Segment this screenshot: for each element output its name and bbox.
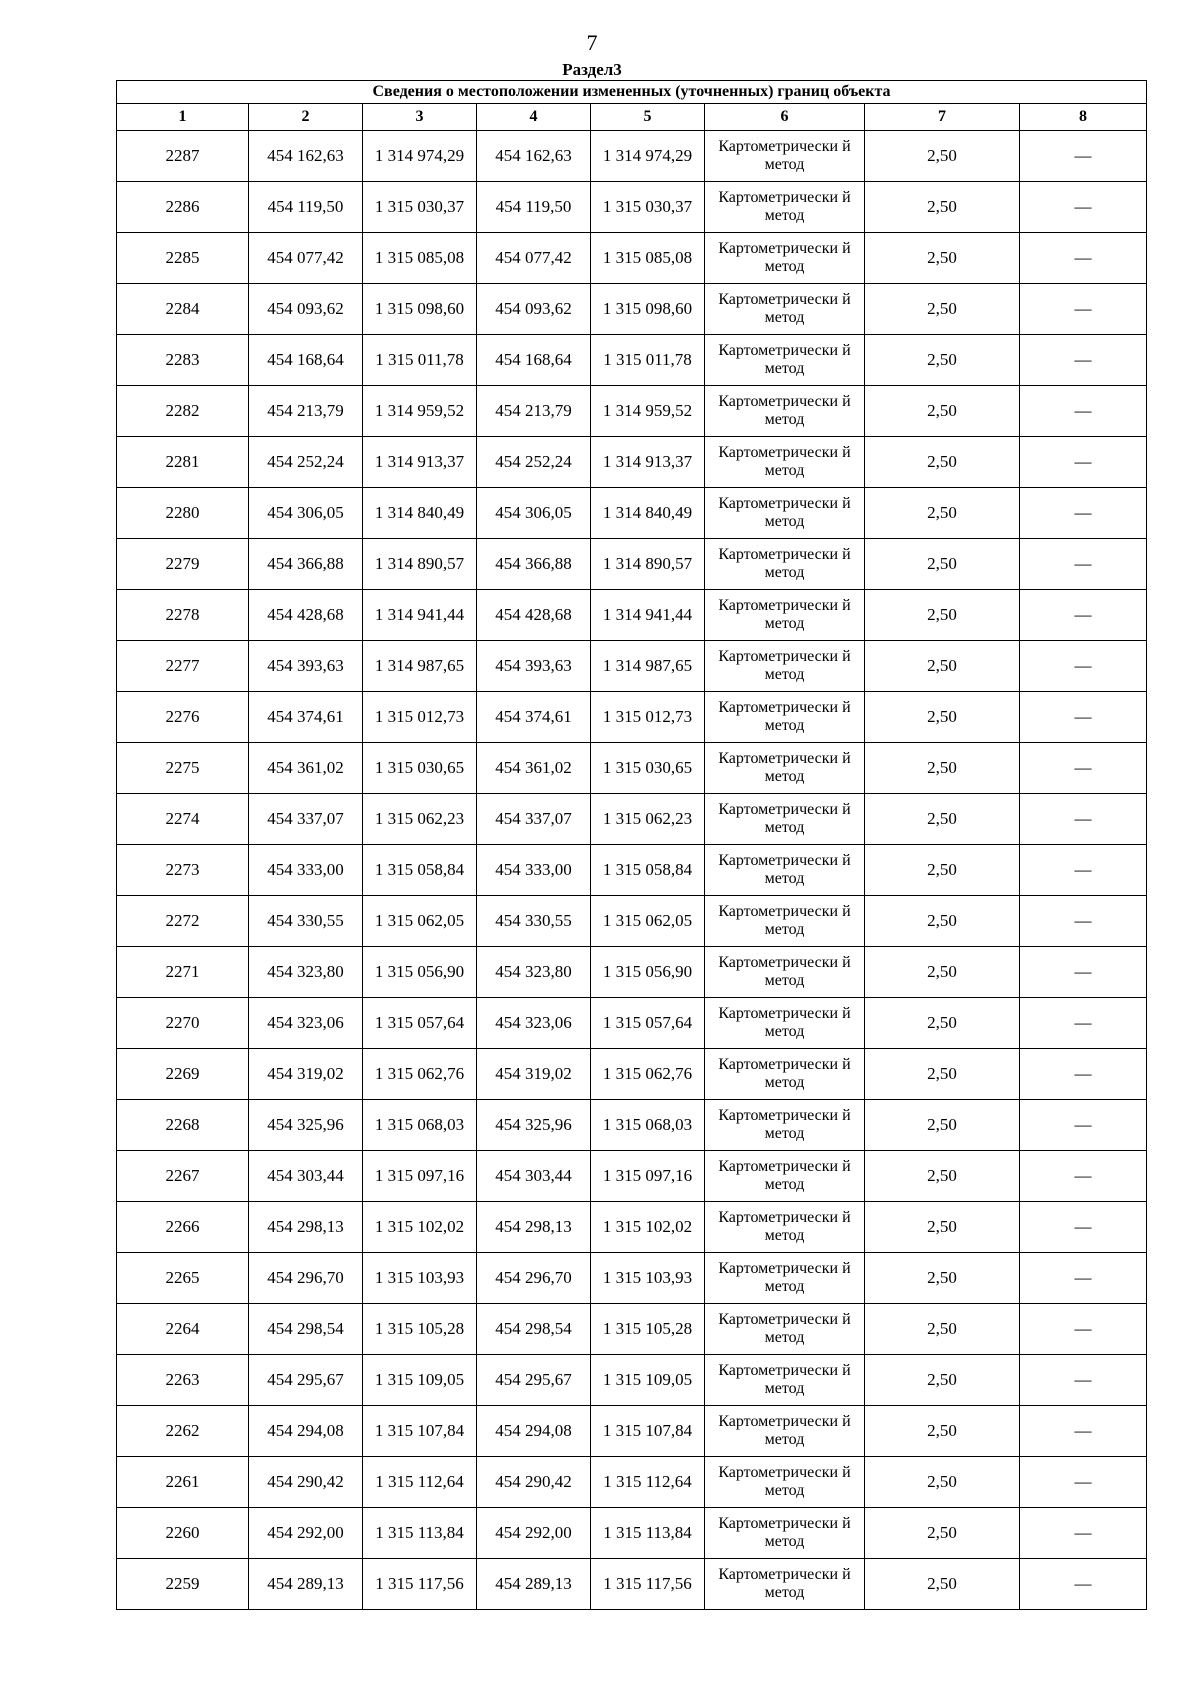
accuracy-cell: 2,50 [865, 284, 1020, 335]
x-coordinate-old-cell: 454 428,68 [249, 590, 363, 641]
y-coordinate-old-cell: 1 315 112,64 [363, 1457, 477, 1508]
table-row [117, 1457, 1147, 1508]
table-row [117, 1253, 1147, 1304]
boundary-coordinates-table [116, 80, 1147, 1610]
table-row [117, 539, 1147, 590]
y-coordinate-old-cell: 1 315 109,05 [363, 1355, 477, 1406]
accuracy-cell: 2,50 [865, 488, 1020, 539]
point-number-cell: 2280 [117, 488, 249, 539]
x-coordinate-new-cell: 454 361,02 [477, 743, 591, 794]
x-coordinate-old-cell: 454 290,42 [249, 1457, 363, 1508]
point-number-cell: 2267 [117, 1151, 249, 1202]
x-coordinate-old-cell: 454 374,61 [249, 692, 363, 743]
point-number-cell: 2261 [117, 1457, 249, 1508]
note-cell: — [1020, 1508, 1147, 1559]
note-cell: — [1020, 1355, 1147, 1406]
table-row [117, 488, 1147, 539]
note-cell: — [1020, 182, 1147, 233]
note-cell: — [1020, 845, 1147, 896]
x-coordinate-new-cell: 454 294,08 [477, 1406, 591, 1457]
x-coordinate-old-cell: 454 325,96 [249, 1100, 363, 1151]
y-coordinate-old-cell: 1 315 097,16 [363, 1151, 477, 1202]
x-coordinate-old-cell: 454 361,02 [249, 743, 363, 794]
point-number-cell: 2263 [117, 1355, 249, 1406]
note-cell: — [1020, 284, 1147, 335]
x-coordinate-new-cell: 454 319,02 [477, 1049, 591, 1100]
x-coordinate-old-cell: 454 289,13 [249, 1559, 363, 1610]
x-coordinate-old-cell: 454 162,63 [249, 131, 363, 182]
accuracy-cell: 2,50 [865, 641, 1020, 692]
x-coordinate-old-cell: 454 323,80 [249, 947, 363, 998]
x-coordinate-new-cell: 454 323,80 [477, 947, 591, 998]
y-coordinate-old-cell: 1 315 107,84 [363, 1406, 477, 1457]
x-coordinate-old-cell: 454 319,02 [249, 1049, 363, 1100]
determination-method-cell: Картометрически й метод [705, 335, 865, 386]
x-coordinate-new-cell: 454 330,55 [477, 896, 591, 947]
y-coordinate-old-cell: 1 315 068,03 [363, 1100, 477, 1151]
table-row [117, 182, 1147, 233]
x-coordinate-old-cell: 454 303,44 [249, 1151, 363, 1202]
x-coordinate-new-cell: 454 290,42 [477, 1457, 591, 1508]
determination-method-cell: Картометрически й метод [705, 1508, 865, 1559]
x-coordinate-new-cell: 454 295,67 [477, 1355, 591, 1406]
table-row [117, 1355, 1147, 1406]
accuracy-cell: 2,50 [865, 1151, 1020, 1202]
y-coordinate-old-cell: 1 315 062,23 [363, 794, 477, 845]
boundary-table-container [116, 80, 1147, 1610]
x-coordinate-new-cell: 454 252,24 [477, 437, 591, 488]
y-coordinate-new-cell: 1 315 062,23 [591, 794, 705, 845]
accuracy-cell: 2,50 [865, 590, 1020, 641]
y-coordinate-old-cell: 1 315 058,84 [363, 845, 477, 896]
accuracy-cell: 2,50 [865, 743, 1020, 794]
y-coordinate-new-cell: 1 315 056,90 [591, 947, 705, 998]
y-coordinate-old-cell: 1 314 941,44 [363, 590, 477, 641]
y-coordinate-new-cell: 1 315 030,65 [591, 743, 705, 794]
accuracy-cell: 2,50 [865, 233, 1020, 284]
table-row [117, 284, 1147, 335]
point-number-cell: 2278 [117, 590, 249, 641]
determination-method-cell: Картометрически й метод [705, 641, 865, 692]
point-number-cell: 2279 [117, 539, 249, 590]
determination-method-cell: Картометрически й метод [705, 182, 865, 233]
note-cell: — [1020, 1253, 1147, 1304]
note-cell: — [1020, 1559, 1147, 1610]
note-cell: — [1020, 1100, 1147, 1151]
accuracy-cell: 2,50 [865, 1457, 1020, 1508]
y-coordinate-new-cell: 1 315 117,56 [591, 1559, 705, 1610]
point-number-cell: 2285 [117, 233, 249, 284]
note-cell: — [1020, 1406, 1147, 1457]
x-coordinate-new-cell: 454 289,13 [477, 1559, 591, 1610]
point-number-cell: 2262 [117, 1406, 249, 1457]
x-coordinate-old-cell: 454 093,62 [249, 284, 363, 335]
point-number-cell: 2265 [117, 1253, 249, 1304]
point-number-cell: 2264 [117, 1304, 249, 1355]
y-coordinate-new-cell: 1 315 012,73 [591, 692, 705, 743]
x-coordinate-old-cell: 454 295,67 [249, 1355, 363, 1406]
note-cell: — [1020, 386, 1147, 437]
x-coordinate-old-cell: 454 294,08 [249, 1406, 363, 1457]
note-cell: — [1020, 233, 1147, 284]
column-number-3: 3 [363, 104, 477, 131]
x-coordinate-new-cell: 454 393,63 [477, 641, 591, 692]
y-coordinate-old-cell: 1 315 011,78 [363, 335, 477, 386]
accuracy-cell: 2,50 [865, 437, 1020, 488]
determination-method-cell: Картометрически й метод [705, 1049, 865, 1100]
point-number-cell: 2276 [117, 692, 249, 743]
table-row [117, 1151, 1147, 1202]
table-row [117, 1559, 1147, 1610]
y-coordinate-old-cell: 1 315 113,84 [363, 1508, 477, 1559]
y-coordinate-old-cell: 1 315 062,76 [363, 1049, 477, 1100]
y-coordinate-new-cell: 1 315 068,03 [591, 1100, 705, 1151]
determination-method-cell: Картометрически й метод [705, 284, 865, 335]
column-number-6: 6 [705, 104, 865, 131]
x-coordinate-old-cell: 454 296,70 [249, 1253, 363, 1304]
accuracy-cell: 2,50 [865, 131, 1020, 182]
table-row [117, 590, 1147, 641]
y-coordinate-new-cell: 1 314 959,52 [591, 386, 705, 437]
point-number-cell: 2260 [117, 1508, 249, 1559]
x-coordinate-old-cell: 454 298,13 [249, 1202, 363, 1253]
column-number-8: 8 [1020, 104, 1147, 131]
y-coordinate-new-cell: 1 314 974,29 [591, 131, 705, 182]
column-number-5: 5 [591, 104, 705, 131]
determination-method-cell: Картометрически й метод [705, 1355, 865, 1406]
y-coordinate-new-cell: 1 315 109,05 [591, 1355, 705, 1406]
point-number-cell: 2287 [117, 131, 249, 182]
y-coordinate-old-cell: 1 315 105,28 [363, 1304, 477, 1355]
determination-method-cell: Картометрически й метод [705, 488, 865, 539]
y-coordinate-old-cell: 1 315 102,02 [363, 1202, 477, 1253]
y-coordinate-new-cell: 1 314 987,65 [591, 641, 705, 692]
table-row [117, 743, 1147, 794]
y-coordinate-new-cell: 1 315 058,84 [591, 845, 705, 896]
x-coordinate-new-cell: 454 306,05 [477, 488, 591, 539]
y-coordinate-new-cell: 1 315 103,93 [591, 1253, 705, 1304]
x-coordinate-new-cell: 454 093,62 [477, 284, 591, 335]
table-row [117, 947, 1147, 998]
accuracy-cell: 2,50 [865, 539, 1020, 590]
point-number-cell: 2271 [117, 947, 249, 998]
column-number-1: 1 [117, 104, 249, 131]
y-coordinate-new-cell: 1 315 030,37 [591, 182, 705, 233]
determination-method-cell: Картометрически й метод [705, 1253, 865, 1304]
determination-method-cell: Картометрически й метод [705, 1559, 865, 1610]
x-coordinate-new-cell: 454 428,68 [477, 590, 591, 641]
note-cell: — [1020, 1151, 1147, 1202]
x-coordinate-new-cell: 454 168,64 [477, 335, 591, 386]
x-coordinate-new-cell: 454 213,79 [477, 386, 591, 437]
y-coordinate-new-cell: 1 314 913,37 [591, 437, 705, 488]
note-cell: — [1020, 1457, 1147, 1508]
x-coordinate-old-cell: 454 252,24 [249, 437, 363, 488]
y-coordinate-new-cell: 1 315 062,76 [591, 1049, 705, 1100]
note-cell: — [1020, 437, 1147, 488]
table-row [117, 1049, 1147, 1100]
point-number-cell: 2259 [117, 1559, 249, 1610]
y-coordinate-new-cell: 1 315 098,60 [591, 284, 705, 335]
y-coordinate-new-cell: 1 315 011,78 [591, 335, 705, 386]
determination-method-cell: Картометрически й метод [705, 437, 865, 488]
accuracy-cell: 2,50 [865, 1253, 1020, 1304]
point-number-cell: 2268 [117, 1100, 249, 1151]
x-coordinate-old-cell: 454 393,63 [249, 641, 363, 692]
column-number-row [117, 104, 1147, 131]
point-number-cell: 2269 [117, 1049, 249, 1100]
note-cell: — [1020, 998, 1147, 1049]
point-number-cell: 2286 [117, 182, 249, 233]
y-coordinate-old-cell: 1 315 117,56 [363, 1559, 477, 1610]
y-coordinate-new-cell: 1 315 112,64 [591, 1457, 705, 1508]
y-coordinate-old-cell: 1 315 030,37 [363, 182, 477, 233]
y-coordinate-new-cell: 1 315 097,16 [591, 1151, 705, 1202]
y-coordinate-old-cell: 1 315 098,60 [363, 284, 477, 335]
determination-method-cell: Картометрически й метод [705, 1304, 865, 1355]
y-coordinate-old-cell: 1 315 056,90 [363, 947, 477, 998]
x-coordinate-new-cell: 454 298,13 [477, 1202, 591, 1253]
note-cell: — [1020, 794, 1147, 845]
x-coordinate-new-cell: 454 303,44 [477, 1151, 591, 1202]
x-coordinate-old-cell: 454 330,55 [249, 896, 363, 947]
note-cell: — [1020, 692, 1147, 743]
table-row [117, 692, 1147, 743]
point-number-cell: 2283 [117, 335, 249, 386]
note-cell: — [1020, 335, 1147, 386]
y-coordinate-new-cell: 1 315 113,84 [591, 1508, 705, 1559]
note-cell: — [1020, 539, 1147, 590]
y-coordinate-new-cell: 1 315 102,02 [591, 1202, 705, 1253]
accuracy-cell: 2,50 [865, 1508, 1020, 1559]
note-cell: — [1020, 947, 1147, 998]
x-coordinate-old-cell: 454 298,54 [249, 1304, 363, 1355]
y-coordinate-old-cell: 1 315 057,64 [363, 998, 477, 1049]
accuracy-cell: 2,50 [865, 1304, 1020, 1355]
table-row [117, 794, 1147, 845]
y-coordinate-new-cell: 1 315 107,84 [591, 1406, 705, 1457]
x-coordinate-new-cell: 454 162,63 [477, 131, 591, 182]
x-coordinate-old-cell: 454 119,50 [249, 182, 363, 233]
x-coordinate-old-cell: 454 323,06 [249, 998, 363, 1049]
determination-method-cell: Картометрически й метод [705, 590, 865, 641]
accuracy-cell: 2,50 [865, 845, 1020, 896]
determination-method-cell: Картометрически й метод [705, 998, 865, 1049]
y-coordinate-old-cell: 1 314 959,52 [363, 386, 477, 437]
table-row [117, 641, 1147, 692]
table-caption-row [117, 81, 1147, 104]
accuracy-cell: 2,50 [865, 386, 1020, 437]
accuracy-cell: 2,50 [865, 1100, 1020, 1151]
x-coordinate-old-cell: 454 292,00 [249, 1508, 363, 1559]
x-coordinate-old-cell: 454 306,05 [249, 488, 363, 539]
accuracy-cell: 2,50 [865, 794, 1020, 845]
x-coordinate-new-cell: 454 296,70 [477, 1253, 591, 1304]
note-cell: — [1020, 743, 1147, 794]
table-row [117, 386, 1147, 437]
note-cell: — [1020, 131, 1147, 182]
accuracy-cell: 2,50 [865, 182, 1020, 233]
point-number-cell: 2274 [117, 794, 249, 845]
y-coordinate-old-cell: 1 314 974,29 [363, 131, 477, 182]
y-coordinate-old-cell: 1 314 987,65 [363, 641, 477, 692]
y-coordinate-new-cell: 1 315 085,08 [591, 233, 705, 284]
section-title: Раздел3 [562, 60, 622, 79]
page-number: 7 [586, 30, 598, 55]
determination-method-cell: Картометрически й метод [705, 539, 865, 590]
x-coordinate-new-cell: 454 325,96 [477, 1100, 591, 1151]
y-coordinate-old-cell: 1 315 085,08 [363, 233, 477, 284]
determination-method-cell: Картометрически й метод [705, 1151, 865, 1202]
y-coordinate-old-cell: 1 314 890,57 [363, 539, 477, 590]
x-coordinate-new-cell: 454 323,06 [477, 998, 591, 1049]
table-row [117, 335, 1147, 386]
note-cell: — [1020, 488, 1147, 539]
table-row [117, 233, 1147, 284]
accuracy-cell: 2,50 [865, 1049, 1020, 1100]
x-coordinate-new-cell: 454 337,07 [477, 794, 591, 845]
determination-method-cell: Картометрически й метод [705, 1457, 865, 1508]
note-cell: — [1020, 896, 1147, 947]
y-coordinate-old-cell: 1 315 030,65 [363, 743, 477, 794]
note-cell: — [1020, 1304, 1147, 1355]
determination-method-cell: Картометрически й метод [705, 1406, 865, 1457]
table-row [117, 896, 1147, 947]
table-row [117, 1508, 1147, 1559]
determination-method-cell: Картометрически й метод [705, 743, 865, 794]
accuracy-cell: 2,50 [865, 335, 1020, 386]
column-number-4: 4 [477, 104, 591, 131]
x-coordinate-new-cell: 454 292,00 [477, 1508, 591, 1559]
y-coordinate-old-cell: 1 314 913,37 [363, 437, 477, 488]
accuracy-cell: 2,50 [865, 947, 1020, 998]
x-coordinate-new-cell: 454 366,88 [477, 539, 591, 590]
x-coordinate-new-cell: 454 119,50 [477, 182, 591, 233]
determination-method-cell: Картометрически й метод [705, 794, 865, 845]
y-coordinate-new-cell: 1 315 062,05 [591, 896, 705, 947]
determination-method-cell: Картометрически й метод [705, 947, 865, 998]
determination-method-cell: Картометрически й метод [705, 1100, 865, 1151]
determination-method-cell: Картометрически й метод [705, 692, 865, 743]
y-coordinate-new-cell: 1 314 840,49 [591, 488, 705, 539]
point-number-cell: 2277 [117, 641, 249, 692]
table-row [117, 1202, 1147, 1253]
determination-method-cell: Картометрически й метод [705, 386, 865, 437]
determination-method-cell: Картометрически й метод [705, 1202, 865, 1253]
accuracy-cell: 2,50 [865, 1202, 1020, 1253]
y-coordinate-old-cell: 1 315 012,73 [363, 692, 477, 743]
note-cell: — [1020, 641, 1147, 692]
y-coordinate-new-cell: 1 314 941,44 [591, 590, 705, 641]
determination-method-cell: Картометрически й метод [705, 233, 865, 284]
table-body [117, 131, 1147, 1610]
point-number-cell: 2281 [117, 437, 249, 488]
accuracy-cell: 2,50 [865, 1355, 1020, 1406]
y-coordinate-old-cell: 1 314 840,49 [363, 488, 477, 539]
y-coordinate-new-cell: 1 315 057,64 [591, 998, 705, 1049]
x-coordinate-old-cell: 454 333,00 [249, 845, 363, 896]
accuracy-cell: 2,50 [865, 692, 1020, 743]
note-cell: — [1020, 590, 1147, 641]
determination-method-cell: Картометрически й метод [705, 131, 865, 182]
point-number-cell: 2270 [117, 998, 249, 1049]
x-coordinate-old-cell: 454 168,64 [249, 335, 363, 386]
table-row [117, 845, 1147, 896]
determination-method-cell: Картометрически й метод [705, 896, 865, 947]
x-coordinate-new-cell: 454 298,54 [477, 1304, 591, 1355]
table-caption: Сведения о местоположении измененных (уточненных) границ объекта [117, 81, 1147, 104]
y-coordinate-old-cell: 1 315 062,05 [363, 896, 477, 947]
y-coordinate-old-cell: 1 315 103,93 [363, 1253, 477, 1304]
accuracy-cell: 2,50 [865, 896, 1020, 947]
y-coordinate-new-cell: 1 314 890,57 [591, 539, 705, 590]
x-coordinate-old-cell: 454 213,79 [249, 386, 363, 437]
table-row [117, 131, 1147, 182]
point-number-cell: 2282 [117, 386, 249, 437]
table-row [117, 1304, 1147, 1355]
x-coordinate-new-cell: 454 333,00 [477, 845, 591, 896]
y-coordinate-new-cell: 1 315 105,28 [591, 1304, 705, 1355]
x-coordinate-new-cell: 454 374,61 [477, 692, 591, 743]
accuracy-cell: 2,50 [865, 1406, 1020, 1457]
column-number-7: 7 [865, 104, 1020, 131]
x-coordinate-old-cell: 454 337,07 [249, 794, 363, 845]
point-number-cell: 2272 [117, 896, 249, 947]
table-row [117, 437, 1147, 488]
table-row [117, 998, 1147, 1049]
table-row [117, 1406, 1147, 1457]
point-number-cell: 2284 [117, 284, 249, 335]
note-cell: — [1020, 1049, 1147, 1100]
x-coordinate-new-cell: 454 077,42 [477, 233, 591, 284]
accuracy-cell: 2,50 [865, 998, 1020, 1049]
point-number-cell: 2275 [117, 743, 249, 794]
point-number-cell: 2273 [117, 845, 249, 896]
x-coordinate-old-cell: 454 077,42 [249, 233, 363, 284]
determination-method-cell: Картометрически й метод [705, 845, 865, 896]
accuracy-cell: 2,50 [865, 1559, 1020, 1610]
point-number-cell: 2266 [117, 1202, 249, 1253]
note-cell: — [1020, 1202, 1147, 1253]
column-number-2: 2 [249, 104, 363, 131]
table-row [117, 1100, 1147, 1151]
x-coordinate-old-cell: 454 366,88 [249, 539, 363, 590]
